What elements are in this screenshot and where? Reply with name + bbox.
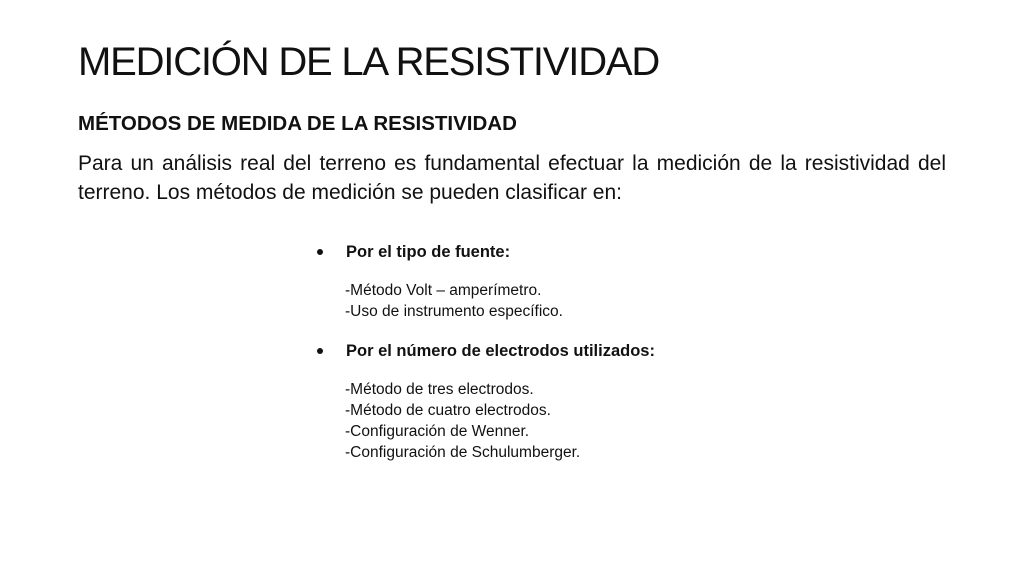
slide-title: MEDICIÓN DE LA RESISTIVIDAD — [78, 40, 660, 84]
bullet-icon — [317, 348, 323, 354]
method-item: -Configuración de Schulumberger. — [345, 444, 581, 461]
method-group-header — [312, 337, 752, 365]
method-item: -Configuración de Wenner. — [345, 423, 530, 440]
method-item: -Método de tres electrodos. — [345, 381, 534, 398]
method-group-source-type — [312, 238, 752, 322]
method-items — [312, 280, 752, 322]
bullet-icon — [317, 249, 323, 255]
intro-paragraph: Para un análisis real del terreno es fundamental efectuar la medición de la resistividad del terreno. Los métodos de medición se pueden clasificar en: — [78, 152, 946, 204]
method-item: -Método de cuatro electrodos. — [345, 402, 551, 419]
method-item: -Uso de instrumento específico. — [345, 303, 563, 320]
method-item: -Método Volt – amperímetro. — [345, 282, 542, 299]
method-group-label: Por el tipo de fuente: — [346, 242, 511, 261]
method-group-label: Por el número de electrodos utilizados: — [346, 341, 655, 360]
method-group-header — [312, 238, 752, 266]
methods-list — [312, 238, 752, 463]
section-subtitle: MÉTODOS DE MEDIDA DE LA RESISTIVIDAD — [78, 112, 517, 135]
method-group-electrode-count — [312, 337, 752, 463]
method-items — [312, 379, 752, 463]
